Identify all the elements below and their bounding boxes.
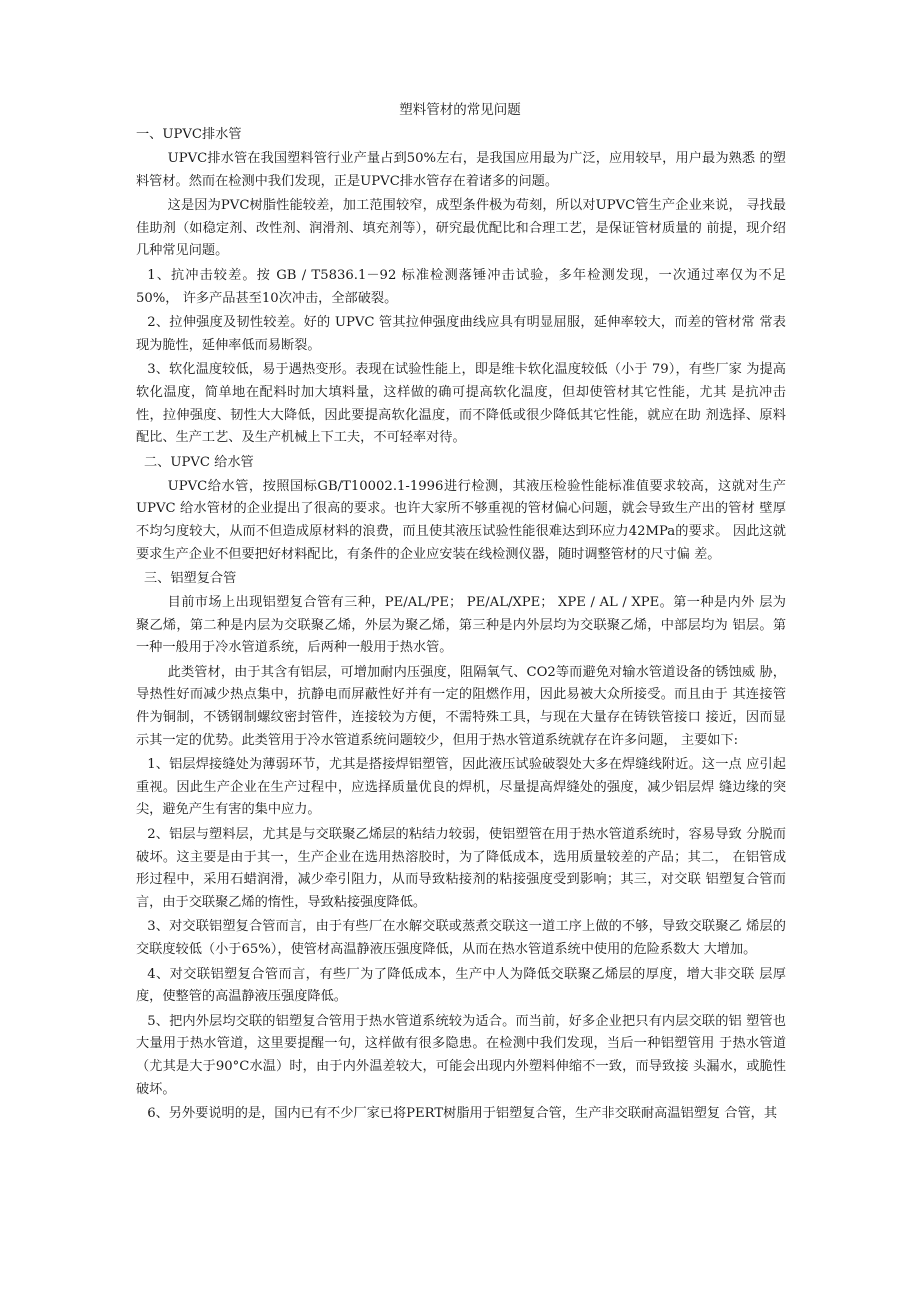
paragraph: 此类管材，由于其含有铝层，可增加耐内压强度，阻隔氧气、CO2等而避免对输水管道设备的锈蚀威 胁，导热性好而减少热点集中，抗静电而屏蔽性好并有一定的阻燃作用，因此易被大众所接受。而且由于 其连接管件为铜制，不锈钢制螺纹密封管件，连接较为方便，不需特殊工具，与现在大量存在铸铁管接口 接近，因而显示其一定的优势。此类管用于冷水管道系统问题较少，但用于热水管道系统就存在许多问题， 主要如下:: [136, 664, 787, 748]
paragraph: UPVC给水管，按照国标GB/T10002.1-1996进行检测，其液压检验性能标准值要求较高，这就对生产 UPVC 给水管材的企业提出了很高的要求。也许大家所不够重视的管材偏心问题，就会导致生产出的管材 壁厚不均匀度较大，从而不但造成原材料的浪费，而且使其液压试验性能很难达到环应力42MPa的要求。 因此这就要求生产企业不但要把好材料配比，有条件的企业应安装在线检测仪器，随时调整管材的尺寸偏 差。: [136, 478, 786, 562]
paragraph: 目前市场上出现铝塑复合管有三种，PE/AL/PE； PE/AL/XPE； XPE / AL / XPE。第一种是内外 层为聚乙烯，第二种是内层为交联聚乙烯，外层为聚乙烯，第三种是内外层均为交联聚乙烯，中部层均为 铝层。第一种一般用于冷水管道系统，后两种一般用于热水管。: [136, 595, 787, 656]
numbered-paragraph: 1、抗冲击较差。按 GB / T5836.1－92 标准检测落锤冲击试验，多年检测发现，一次通过率仅为不足 50%， 许多产品甚至10次冲击，全部破裂。: [136, 267, 786, 306]
numbered-paragraph: 2、拉伸强度及韧性较差。好的 UPVC 管其拉伸强度曲线应具有明显屈服，延伸率较大，而差的管材常 常表现为脆性，延伸率低而易断裂。: [136, 315, 786, 353]
paragraph: 这是因为PVC树脂性能较差，加工范围较窄，成型条件极为苟刻，所以对UPVC管生产企业来说， 寻找最佳助剂（如稳定剂、改性剂、润滑剂、填充剂等），研究最优配比和合理工艺，是保证管材质量的 前提，现介绍几种常见问题。: [136, 198, 786, 259]
section-heading: 一、UPVC排水管: [136, 127, 242, 142]
document-body: [136, 124, 786, 1128]
numbered-paragraph: 6、另外要说明的是，国内已有不少厂家已将PERT树脂用于铝塑复合管，生产非交联耐高温铝塑复 合管，其: [147, 1106, 778, 1122]
paragraph: UPVC排水管在我国塑料管行业产量占到50%左右，是我国应用最为广泛，应用较早，用户最为熟悉 的塑料管材。然而在检测中我们发现，正是UPVC排水管存在着诸多的问题。: [136, 151, 786, 189]
numbered-paragraph: 1、铝层焊接缝处为薄弱环节，尤其是搭接焊铝塑管，因此液压试验破裂处大多在焊缝线附近。这一点 应引起重视。因此生产企业在生产过程中，应选择质量优良的焊机，尽量提高焊缝处的强度，减少铝层焊 缝边缘的突尖，避免产生有害的集中应力。: [136, 757, 786, 818]
numbered-paragraph: 3、对交联铝塑复合管而言，由于有些厂在水解交联或蒸煮交联这一道工序上做的不够，导致交联聚乙 烯层的交联度较低（小于65%），使管材高温静液压强度降低，从而在热水管道系统中使用的危险系数大 大增加。: [136, 919, 786, 957]
numbered-paragraph: 4、对交联铝塑复合管而言，有些厂为了降低成本，生产中人为降低交联聚乙烯层的厚度，增大非交联 层厚度，使整管的高温静液压强度降低。: [136, 966, 786, 1005]
section-heading: 二、UPVC 给水管: [144, 454, 254, 470]
numbered-paragraph: 3、软化温度较低，易于遇热变形。表现在试验性能上，即是维卡软化温度较低（小于 79），有些厂家 为提高软化温度，简单地在配料时加大填料量，这样做的确可提高软化温度，但却使管材其它性能，尤其 是抗冲击性，拉伸强度、韧性大大降低，因此要提高软化温度，而不降低或很少降低其它性能，就应在助 剂选择、原料配比、生产工艺、及生产机械上下工夫，不可轻率对待。: [136, 362, 786, 446]
section-heading: 三、铝塑复合管: [144, 571, 237, 587]
numbered-paragraph: 2、铝层与塑料层，尤其是与交联聚乙烯层的粘结力较弱，使铝塑管在用于热水管道系统时，容易导致 分脱而破坏。这主要是由于其一，生产企业在选用热溶胶时，为了降低成本，选用质量较差的产品；其二， 在铝管成形过程中，采用石蜡润滑，减少牵引阻力，从而导致粘接剂的粘接强度受到影响；其三，对交联 铝塑复合管而言，由于交联聚乙烯的惰性，导致粘接强度降低。: [136, 827, 787, 910]
numbered-paragraph: 5、把内外层均交联的铝塑复合管用于热水管道系统较为适合。而当前，好多企业把只有内层交联的铝 塑管也大量用于热水管道，这里要提醒一句，这样做有很多隐患。在检测中我们发现，当后一种铝塑管用 于热水管道（尤其是大于90°C水温）时，由于内外温差较大，可能会出现内外塑料伸缩不一致，而导致接 头漏水，或脆性破坏。: [136, 1013, 786, 1097]
page-title: 塑料管材的常见问题: [399, 102, 521, 118]
